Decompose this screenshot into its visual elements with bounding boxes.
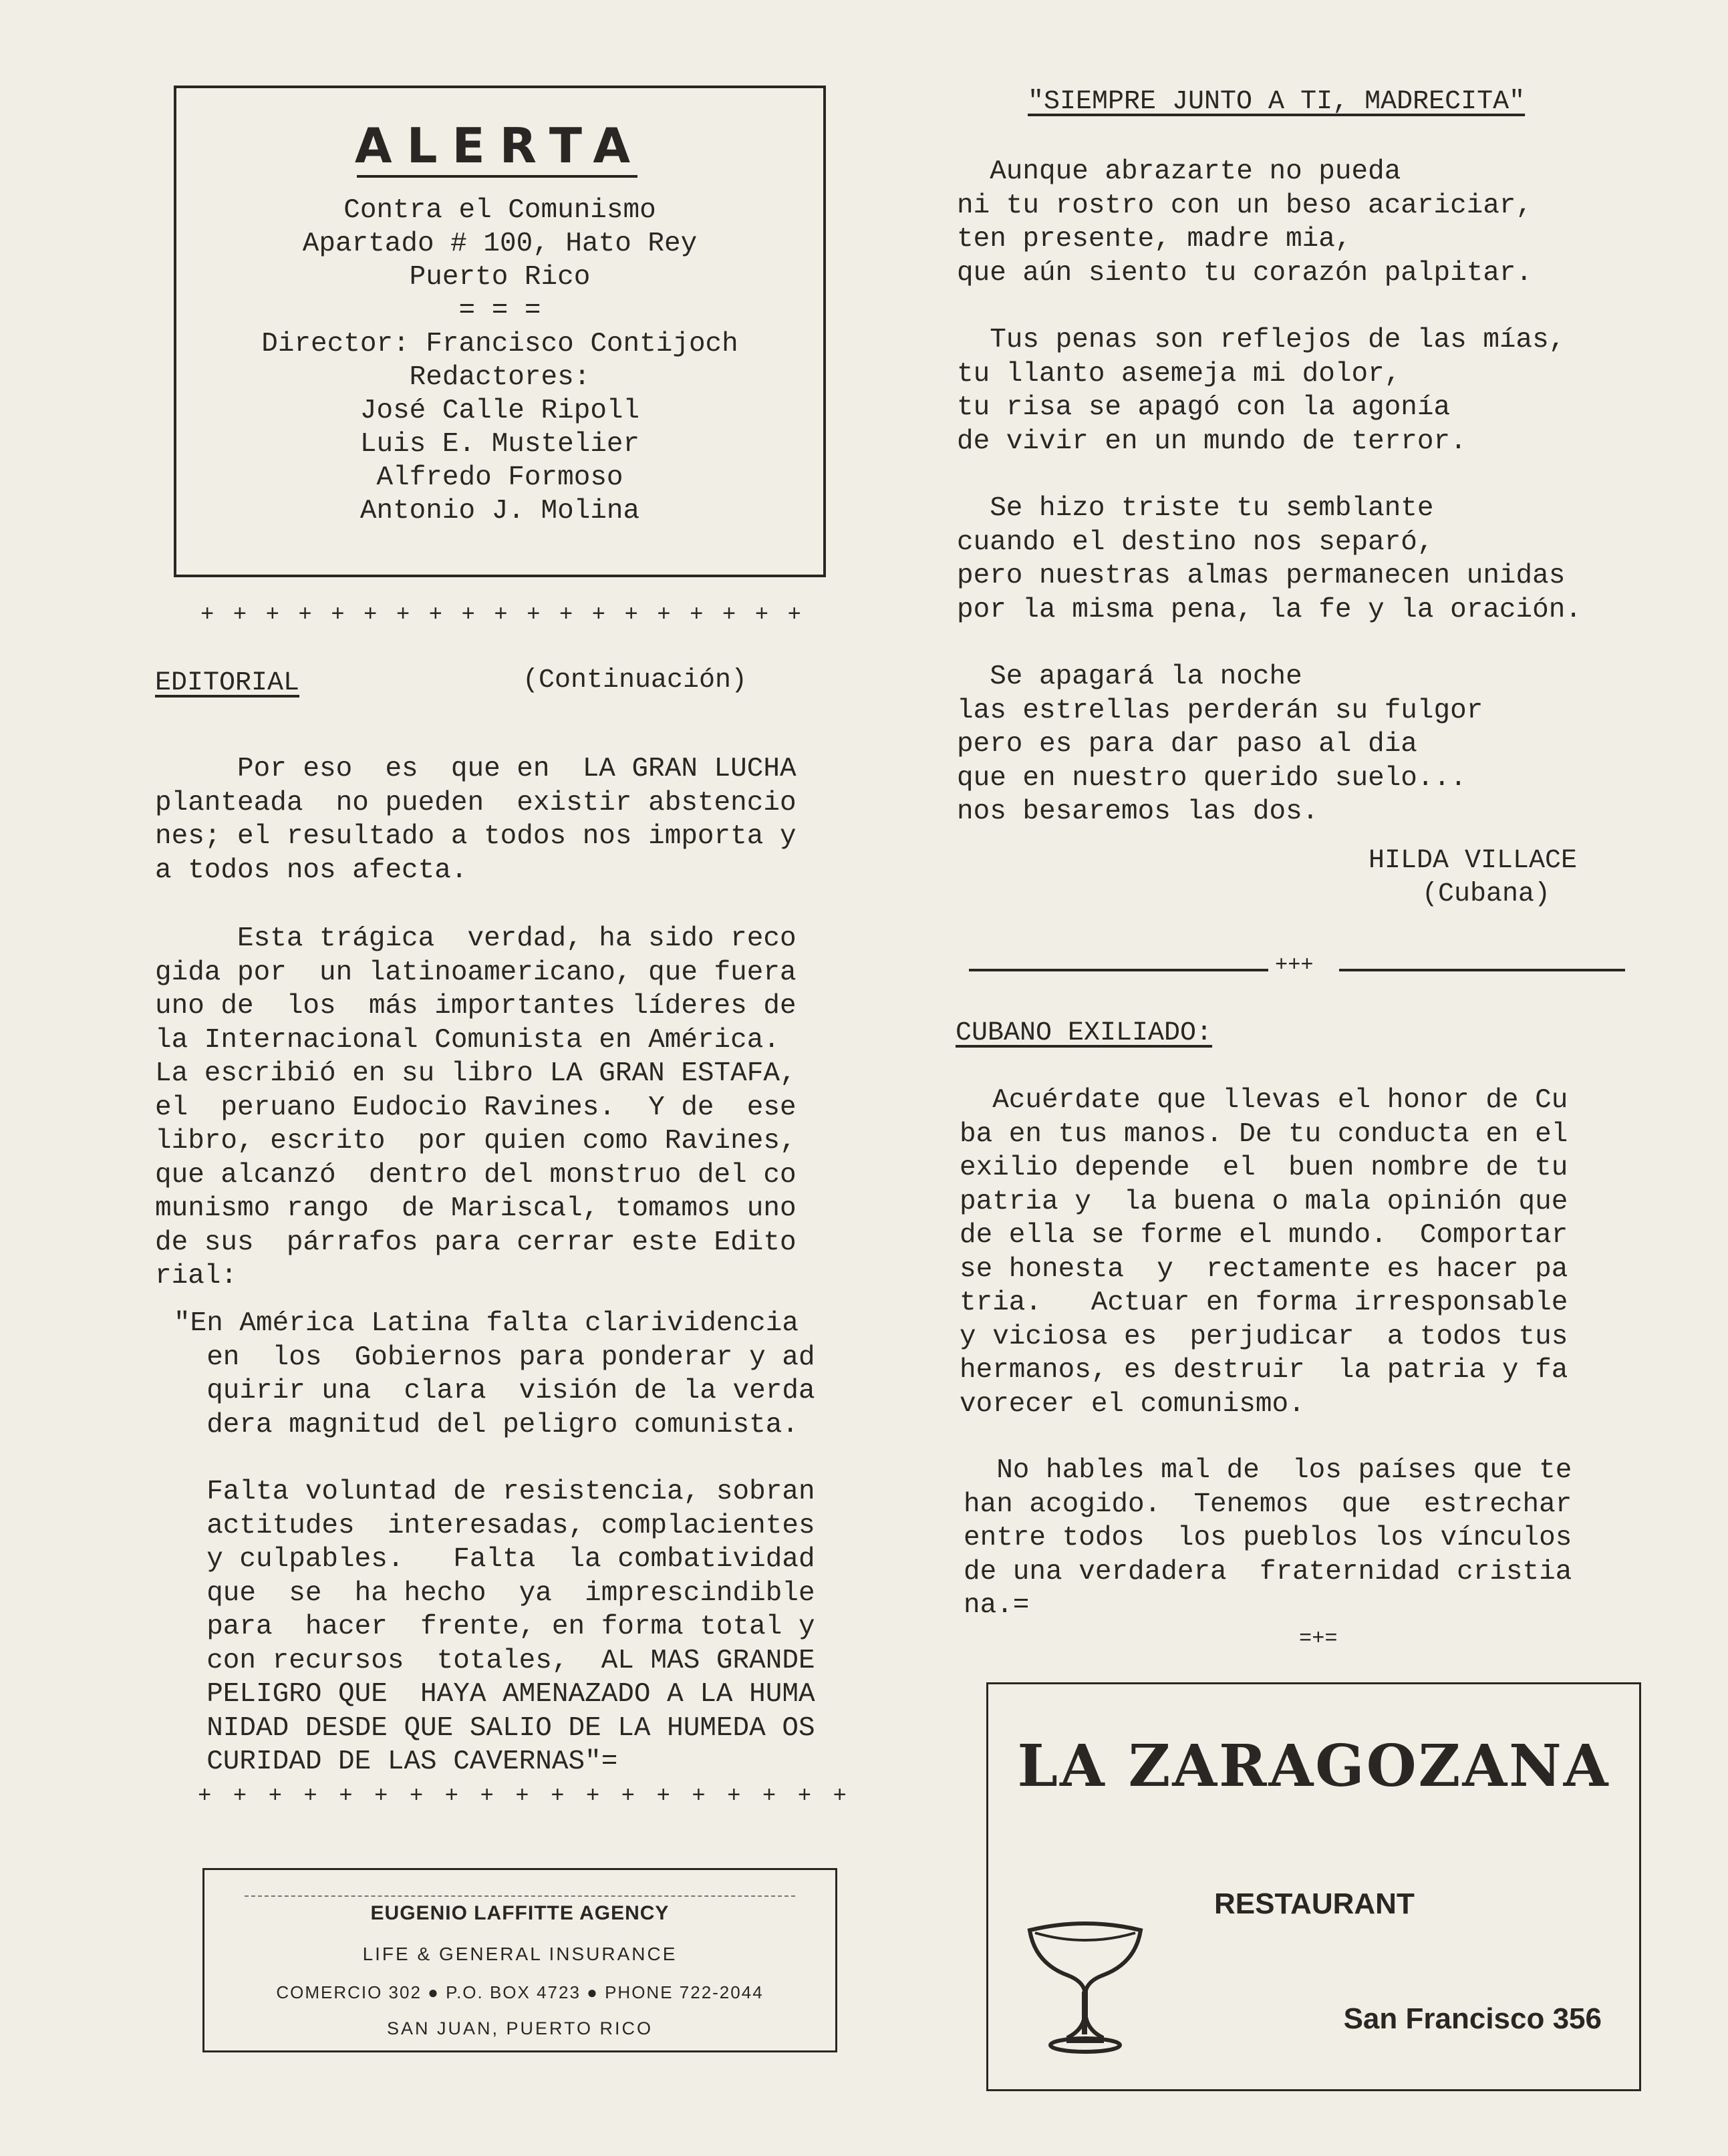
masthead-line: Puerto Rico — [409, 262, 591, 293]
text-line: Se hizo triste tu semblante — [957, 493, 1434, 524]
masthead-title: ALERTA — [354, 118, 645, 174]
text-line: y culpables. Falta la combatividad — [174, 1544, 815, 1575]
section-end-mark: =+= — [1299, 1626, 1338, 1651]
text-line: Esta trágica verdad, ha sido reco — [155, 923, 797, 954]
agency-name: EUGENIO LAFFITTE AGENCY — [370, 1902, 670, 1924]
text-line: de ella se forme el mundo. Comportar — [960, 1220, 1568, 1251]
text-line: la Internacional Comunista en América. — [155, 1024, 780, 1056]
text-line: a todos nos afecta. — [155, 855, 468, 886]
text-line: de vivir en un mundo de terror. — [957, 426, 1467, 457]
section-divider-right — [1339, 969, 1625, 971]
text-line: tria. Actuar en forma irresponsable — [960, 1287, 1568, 1318]
masthead-line: Director: Francisco Contijoch — [261, 329, 738, 359]
exiliado-paragraph-2 — [964, 1454, 1572, 1623]
text-line: entre todos los pueblos los vínculos — [964, 1523, 1572, 1553]
poem-stanza-1 — [957, 155, 1532, 290]
text-line: que aún siento tu corazón palpitar. — [957, 257, 1533, 289]
text-line: munismo rango de Mariscal, tomamos uno — [155, 1193, 797, 1224]
restaurant-name: LA ZARAGOZANA — [1017, 1732, 1610, 1800]
text-line: cuando el destino nos separó, — [957, 526, 1434, 558]
text-line: de sus párrafos para cerrar este Edito — [155, 1227, 797, 1258]
text-line: para hacer frente, en forma total y — [174, 1611, 815, 1642]
agency-services: LIFE & GENERAL INSURANCE — [362, 1944, 678, 1964]
text-line: por la misma pena, la fe y la oración. — [957, 594, 1582, 625]
text-line: pero es para dar paso al dia — [957, 729, 1417, 760]
text-line: No hables mal de los países que te — [964, 1455, 1572, 1486]
masthead-title-rule — [357, 175, 637, 178]
text-line: CURIDAD DE LAS CAVERNAS"= — [174, 1746, 618, 1777]
plus-separator: + + + + + + + + + + + + + + + + + + + — [200, 603, 804, 628]
masthead-lines — [176, 194, 823, 528]
text-line: ba en tus manos. De tu conducta en el — [960, 1118, 1568, 1150]
text-line: hermanos, es destruir la patria y fa — [960, 1355, 1568, 1386]
agency-address: COMERCIO 302 ● P.O. BOX 4723 ● PHONE 722-2044 — [276, 1982, 764, 2002]
text-line: vorecer el comunismo. — [960, 1388, 1305, 1420]
poem-author: HILDA VILLACE — [1369, 846, 1578, 876]
poem-title: "SIEMPRE JUNTO A TI, MADRECITA" — [1028, 87, 1526, 117]
text-line: que alcanzó dentro del monstruo del co — [155, 1159, 797, 1191]
text-line: exilio depende el buen nombre de tu — [960, 1152, 1568, 1183]
exiliado-paragraph-1 — [960, 1084, 1568, 1421]
editorial-continuation: (Continuación) — [523, 665, 748, 696]
text-line: tu llanto asemeja mi dolor, — [957, 358, 1401, 390]
text-line: planteada no pueden existir abstencio — [155, 787, 797, 818]
text-line: patria y la buena o mala opinión que — [960, 1186, 1568, 1217]
masthead-line: = = = — [458, 295, 541, 326]
text-line: que se ha hecho ya imprescindible — [174, 1577, 815, 1609]
text-line: en los Gobiernos para ponderar y ad — [174, 1342, 815, 1373]
masthead-line: Alfredo Formoso — [376, 462, 623, 493]
text-line: quirir una clara visión de la verda — [174, 1376, 815, 1406]
masthead-box — [174, 86, 826, 577]
text-line: Se apagará la noche — [957, 661, 1302, 692]
masthead-line: Contra el Comunismo — [343, 195, 656, 226]
text-line: ten presente, madre mia, — [957, 224, 1352, 255]
text-line: y viciosa es perjudicar a todos tus — [960, 1321, 1568, 1352]
text-line: Tus penas son reflejos de las mías, — [957, 325, 1566, 355]
text-line: Aunque abrazarte no pueda — [957, 156, 1401, 187]
restaurant-ad — [986, 1682, 1641, 2091]
editorial-quote-1 — [174, 1307, 815, 1442]
text-line: tu risa se apagó con la agonía — [957, 392, 1451, 423]
section-divider-left — [969, 969, 1268, 971]
insurance-ad — [202, 1868, 837, 2052]
exiliado-heading: CUBANO EXILIADO: — [956, 1018, 1213, 1048]
agency-city: SAN JUAN, PUERTO RICO — [386, 2018, 654, 2038]
text-line: nos besaremos las dos. — [957, 796, 1319, 827]
text-line: La escribió en su libro LA GRAN ESTAFA, — [155, 1058, 797, 1089]
text-line: NIDAD DESDE QUE SALIO DE LA HUMEDA OS — [174, 1712, 815, 1744]
text-line: con recursos totales, AL MAS GRANDE — [174, 1645, 815, 1676]
editorial-paragraph-1 — [155, 752, 797, 887]
editorial-paragraph-2 — [155, 922, 797, 1293]
text-line: "En América Latina falta clarividencia — [174, 1308, 799, 1339]
restaurant-kind: RESTAURANT — [1214, 1887, 1415, 1920]
text-line: ni tu rostro con un beso acariciar, — [957, 190, 1533, 221]
text-line: pero nuestras almas permanecen unidas — [957, 561, 1566, 591]
text-line: Por eso es que en LA GRAN LUCHA — [155, 754, 797, 784]
text-line: gida por un latinoamericano, que fuera — [155, 957, 797, 988]
poem-stanza-4 — [957, 660, 1483, 829]
masthead-line: Apartado # 100, Hato Rey — [302, 228, 698, 259]
cocktail-glass-icon — [1022, 1917, 1149, 2057]
text-line: PELIGRO QUE HAYA AMENAZADO A LA HUMA — [174, 1679, 815, 1710]
poem-author-note: (Cubana) — [1422, 879, 1551, 909]
editorial-quote-2 — [174, 1475, 815, 1779]
masthead-line: Redactores: — [409, 362, 591, 393]
text-line: Falta voluntad de resistencia, sobran — [174, 1477, 815, 1507]
masthead-line: Antonio J. Molina — [359, 496, 640, 526]
ad-dashed-rule — [245, 1895, 795, 1897]
poem-stanza-3 — [957, 492, 1582, 627]
restaurant-address: San Francisco 356 — [1343, 2002, 1602, 2035]
text-line: se honesta y rectamente es hacer pa — [960, 1253, 1568, 1285]
text-line: que en nuestro querido suelo... — [957, 762, 1467, 794]
text-line: uno de los más importantes líderes de — [155, 991, 797, 1022]
poem-stanza-2 — [957, 323, 1565, 458]
text-line: el peruano Eudocio Ravines. Y de ese — [155, 1092, 797, 1123]
text-line: libro, escrito por quien como Ravines, — [155, 1126, 797, 1157]
text-line: de una verdadera fraternidad cristia — [964, 1556, 1572, 1587]
text-line: rial: — [155, 1261, 238, 1291]
text-line: Acuérdate que llevas el honor de Cu — [960, 1085, 1568, 1116]
editorial-heading: EDITORIAL — [155, 668, 300, 698]
text-line: han acogido. Tenemos que estrechar — [964, 1489, 1572, 1520]
text-line: na.= — [964, 1590, 1030, 1621]
masthead-line: Luis E. Mustelier — [359, 429, 640, 460]
text-line: actitudes interesadas, complacientes — [174, 1510, 815, 1541]
text-line: las estrellas perderán su fulgor — [957, 695, 1483, 726]
plus-separator: + + + + + + + + + + + + + + + + + + + — [198, 1784, 851, 1809]
section-divider-plus: +++ — [1275, 953, 1314, 977]
text-line: dera magnitud del peligro comunista. — [174, 1409, 799, 1440]
text-line: nes; el resultado a todos nos importa y — [155, 821, 797, 852]
masthead-line: José Calle Ripoll — [359, 396, 640, 426]
